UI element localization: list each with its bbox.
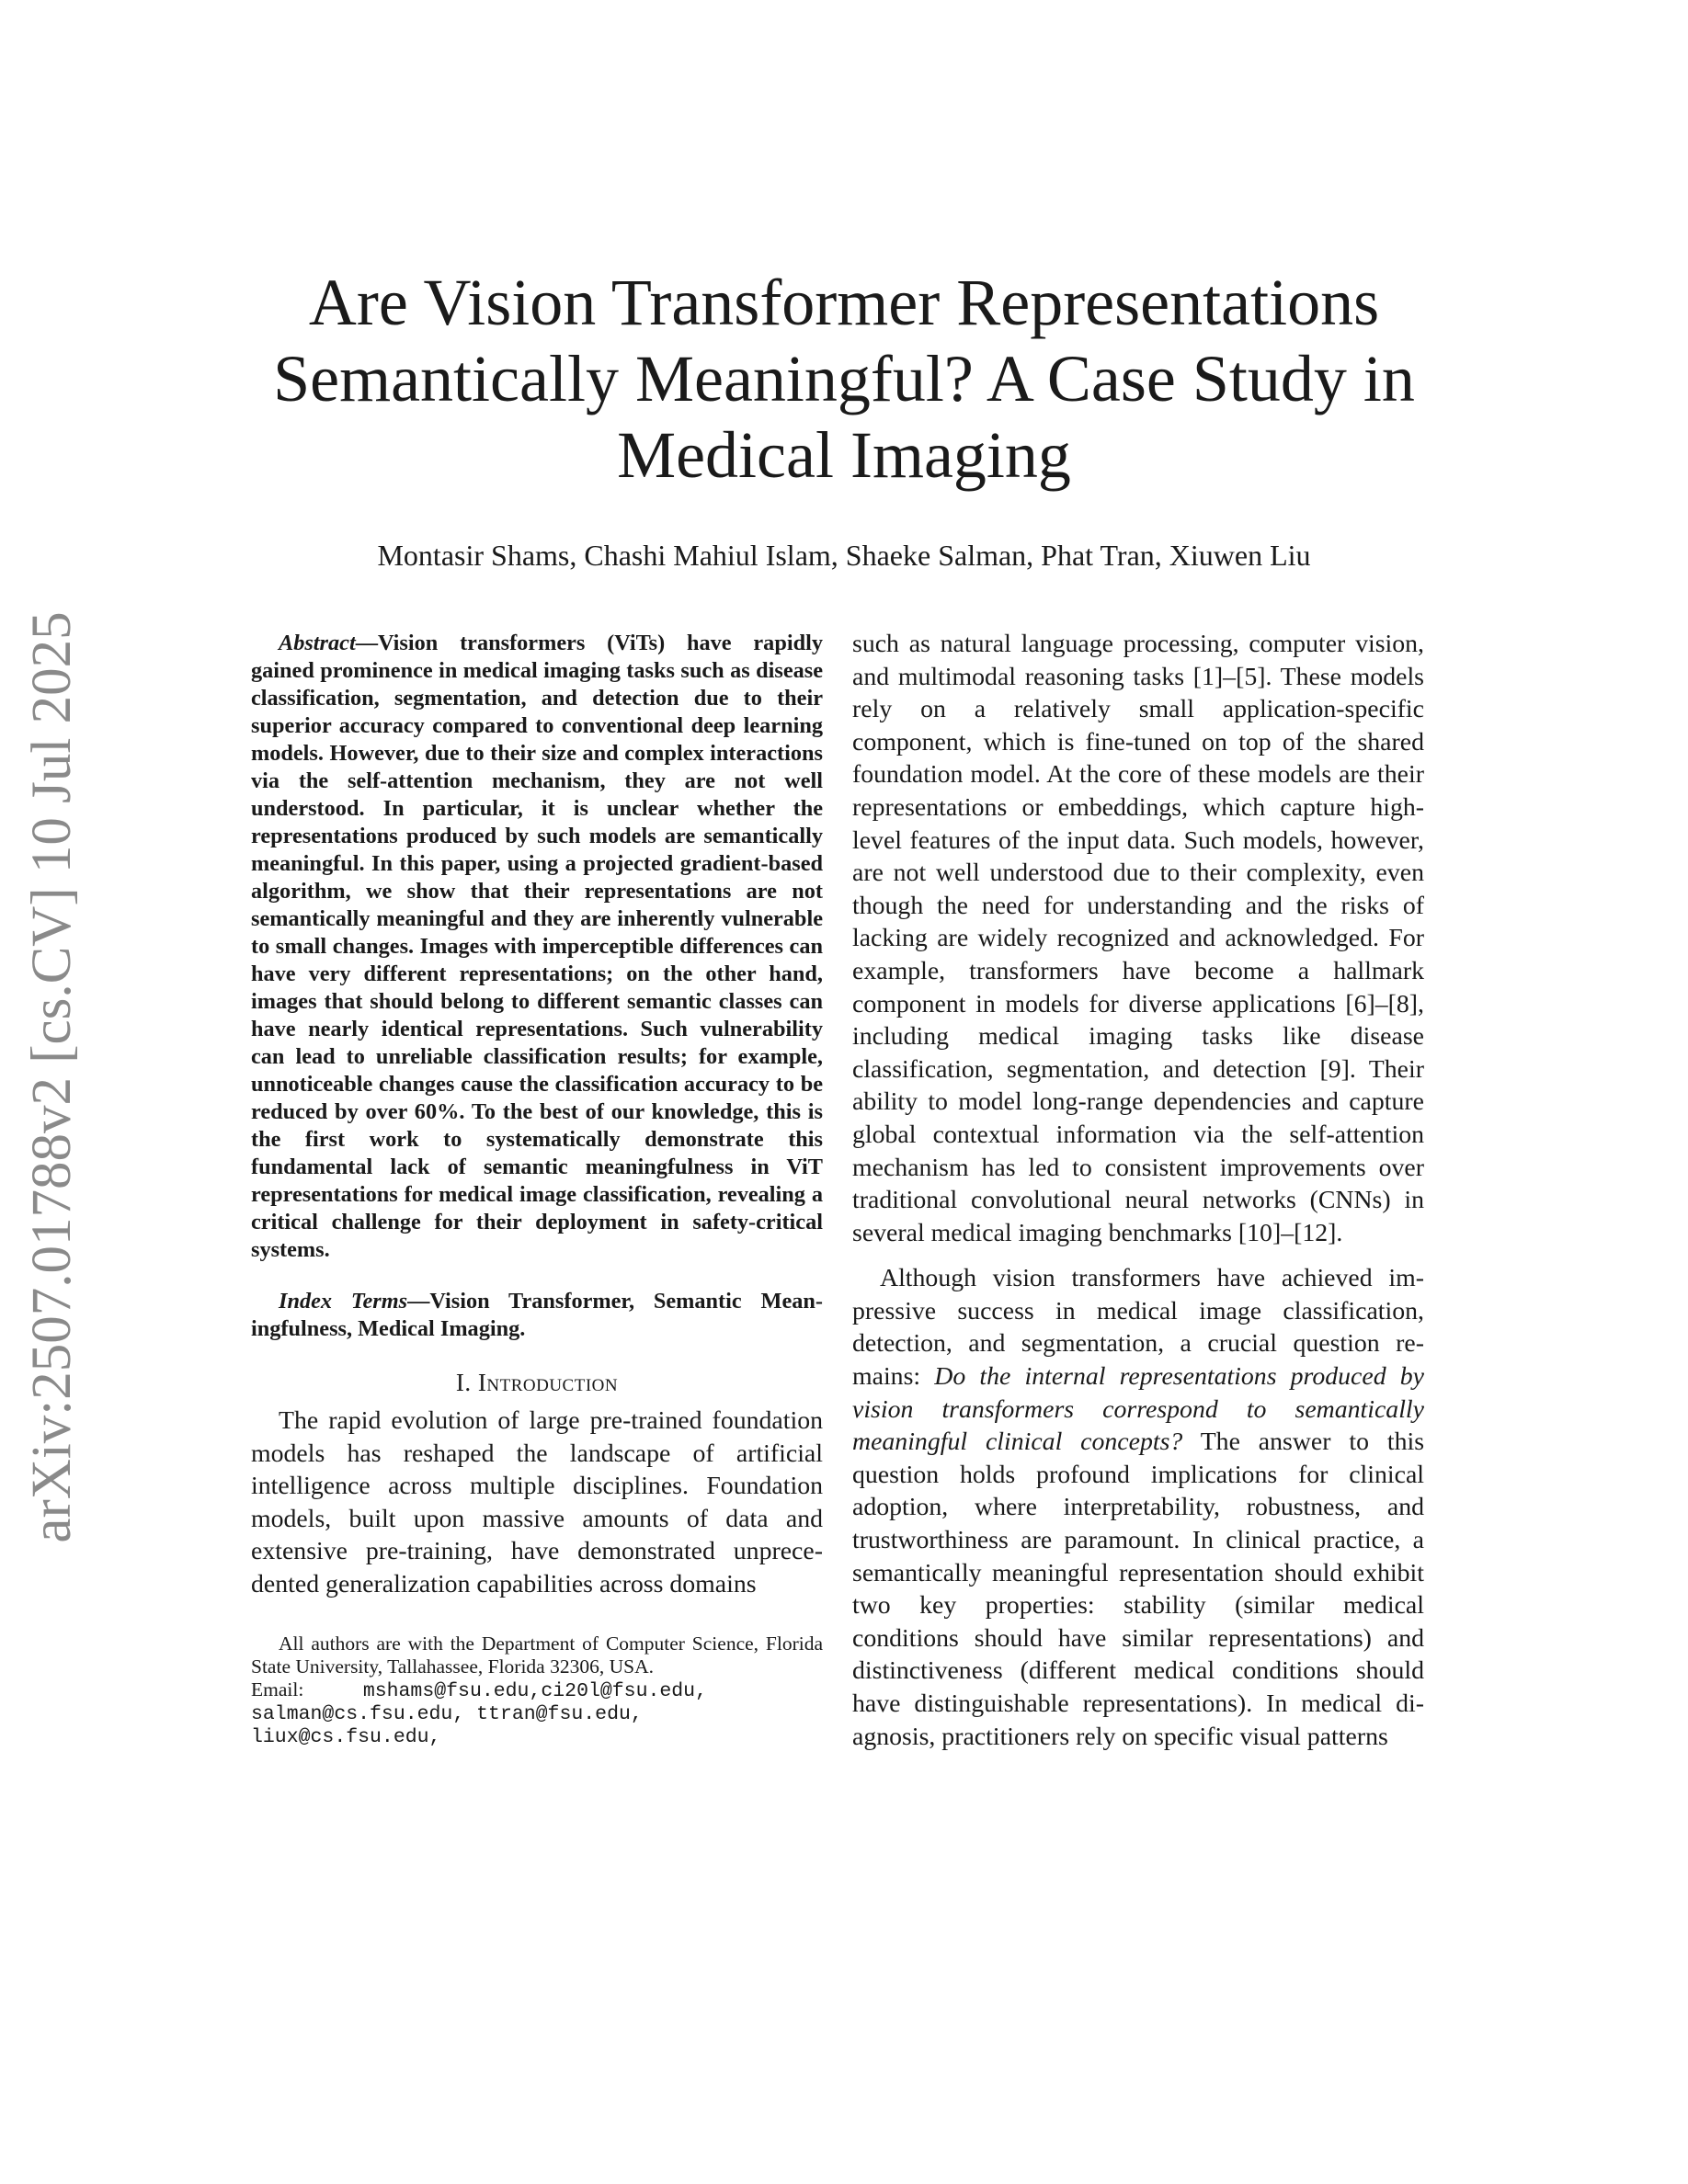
author-footnote [251,1632,823,1749]
intro-paragraph-right-2 [852,1262,1424,1753]
section-heading-introduction [251,1368,823,1397]
index-terms-text: Vision Transformer, Semantic Meaningfulness, Medical Imaging. [251,1289,823,1341]
left-column [251,630,823,1749]
index-terms-dash: — [407,1289,430,1314]
section-title: Introduction [477,1369,619,1396]
paragraph-2-before: Although vision transformers have achieved impressive success in medical image classification, detection, and segmentation, a crucial question remains: [852,1264,1424,1392]
right-column [852,628,1424,1753]
intro-paragraph-right-1: such as natural language processing, computer vision, and multimodal reasoning tasks [1]–[5]. These models rely on a relatively small application-specific component, which is fine-tuned on top of the shared foundation model. At the core of these models are their representations or embeddings, which capture high-level features of the input data. Such models, however, are not well understood due to their complexity, even though the need for understanding and the risks of lacking are widely recognized and acknowledged. For example, transformers have become a hallmark component in models for diverse applications [6]–[8], including medical imaging tasks like disease classification, segmentation, and detection [9]. Their ability to model long-range dependencies and capture global contextual information via the self-attention mechanism has led to consistent improvements over traditional convolutional neural networks (CNNs) in several medical imaging benchmarks [10]–[12]. [852,630,1424,1247]
abstract-text: Vision transformers (ViTs) have rapidly gained prominence in medical imaging tasks such as disease classification, segmentation, and detection due to their superior accuracy compared to conventional deep learning models. However, due to their size and complex interactions via the self-attention mechanism, they are not well understood. In particular, it is unclear whether the representations produced by such models are semantically meaningful. In this paper, using a projected gradient-based algorithm, we show that their representations are not semantically meaningful and they are inherently vulnerable to small changes. Images with imperceptible differences can have very different representations; on the other hand, images that should belong to different semantic classes can have nearly identical representations. Such vulnerability can lead to unreliable classification results; for example, unnoticeable changes cause the classification accuracy to be reduced by over 60%. To the best of our knowledge, this is the first work to systematically demonstrate this fundamental lack of semantic meaningfulness in ViT representations for medical image classification, revealing a critical challenge for their deployment in safety-critical systems. [251,631,823,1262]
abstract-dash: — [355,631,378,655]
author-list: Montasir Shams, Chashi Mahiul Islam, Shaeke Salman, Phat Tran, Xiuwen Liu [377,539,1311,572]
index-terms [251,1288,823,1343]
index-terms-label: Index Terms [279,1289,408,1314]
research-question: Do the internal representations produced by vision transformers correspond to semantically meaningful clinical concepts? [852,1362,1424,1457]
abstract [251,630,823,1264]
footnote-affiliation: All authors are with the Department of Computer Science, Florida State University, Tallahassee, Florida 32306, USA. [251,1632,823,1678]
intro-paragraph-left: The rapid evolution of large pre-trained foundation models has reshaped the landscape of artificial intelligence across multiple disciplines. Foundation models, built upon massive amounts of data and extensive pre-training, have demonstrated unprecedented generalization capabilities across domains [251,1406,823,1598]
paragraph-2-after: The answer to this question holds profound implications for clinical adoption, where interpretability, robustness, and trustworthiness are paramount. In clinical practice, a semantically meaningful representation should exhibit two key properties: stability (similar medical conditions should have similar representations) and distinctiveness (different medical conditions should have distinguishable representations). In medical diagnosis, practitioners rely on specific visual patterns [852,1428,1425,1751]
footnote-emails-3: liux@cs.fsu.edu, [251,1725,441,1748]
footnote-emails-2: salman@cs.fsu.edu, ttran@fsu.edu, [251,1702,643,1725]
arxiv-identifier-stamp: arXiv:2507.01788v2 [cs.CV] 10 Jul 2025 [21,611,83,1543]
paper-title: Are Vision Transformer Representations Semantically Meaningful? A Case Study in Medical Imaging [273,266,1415,492]
section-numeral: I. [455,1369,472,1396]
abstract-label: Abstract [279,631,356,655]
footnote-emails-1: mshams@fsu.edu,ci20l@fsu.edu, [362,1679,707,1702]
footnote-email-label: Email: [251,1678,304,1701]
footnote-email-line [251,1678,823,1703]
